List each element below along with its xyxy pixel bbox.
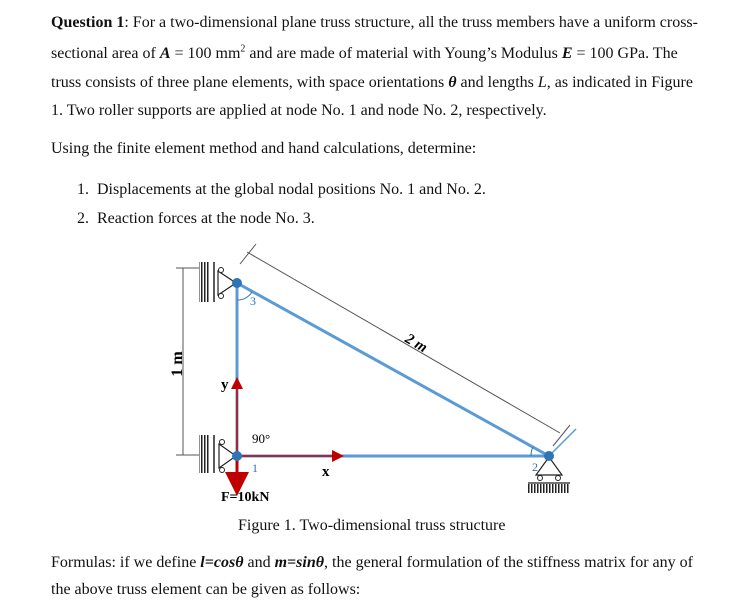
member-diagonal <box>237 283 549 456</box>
node-2-label: 2 <box>532 460 538 474</box>
node-2 <box>544 451 554 461</box>
formulas-line-1: Formulas: if we define l=cosθ and m=sinθ, the general formulation of the stiffness matrix for any of <box>51 554 693 571</box>
roller-support-node-1 <box>199 435 236 473</box>
figure-caption: Figure 1. Two-dimensional truss structure <box>238 517 506 534</box>
node-3-label: 3 <box>250 294 256 308</box>
diagonal-length-label: 2 m <box>402 330 430 357</box>
formulas-line-2: the above truss element can be given as follows: <box>51 581 361 598</box>
force-label: F=10kN <box>221 490 270 505</box>
truss-members <box>237 283 549 456</box>
x-axis-label: x <box>322 464 330 480</box>
node-1 <box>232 451 242 461</box>
vertical-length-label: 1 m <box>169 351 186 377</box>
right-angle-label: 90° <box>252 431 271 446</box>
question-line-3: truss consists of three plane elements, with space orientations θ and lengths L, as indicated in Figure <box>51 74 693 91</box>
question-line-4: 1. Two roller supports are applied at node No. 1 and node No. 2, respectively. <box>51 102 547 119</box>
wall-support-node-3 <box>199 262 236 302</box>
question-line-5: Using the finite element method and hand calculations, determine: <box>51 140 477 157</box>
question-line-1: Question 1: For a two-dimensional plane truss structure, all the truss members have a uniform cross- <box>51 14 698 31</box>
question-line-2: sectional area of A = 100 $mm^2$ and are made of material with Young’s Modulus E = 100 GPa. The <box>51 43 678 62</box>
task-item: 2. Reaction forces at the node No. 3. <box>77 210 315 227</box>
question-heading: Question 1 <box>51 14 125 31</box>
y-axis-label: y <box>221 377 229 393</box>
node-1-label: 1 <box>252 461 258 475</box>
node-3 <box>232 278 242 288</box>
task-item: 1. Displacements at the global nodal positions No. 1 and No. 2. <box>77 181 486 198</box>
angle-ref-line <box>549 429 576 456</box>
